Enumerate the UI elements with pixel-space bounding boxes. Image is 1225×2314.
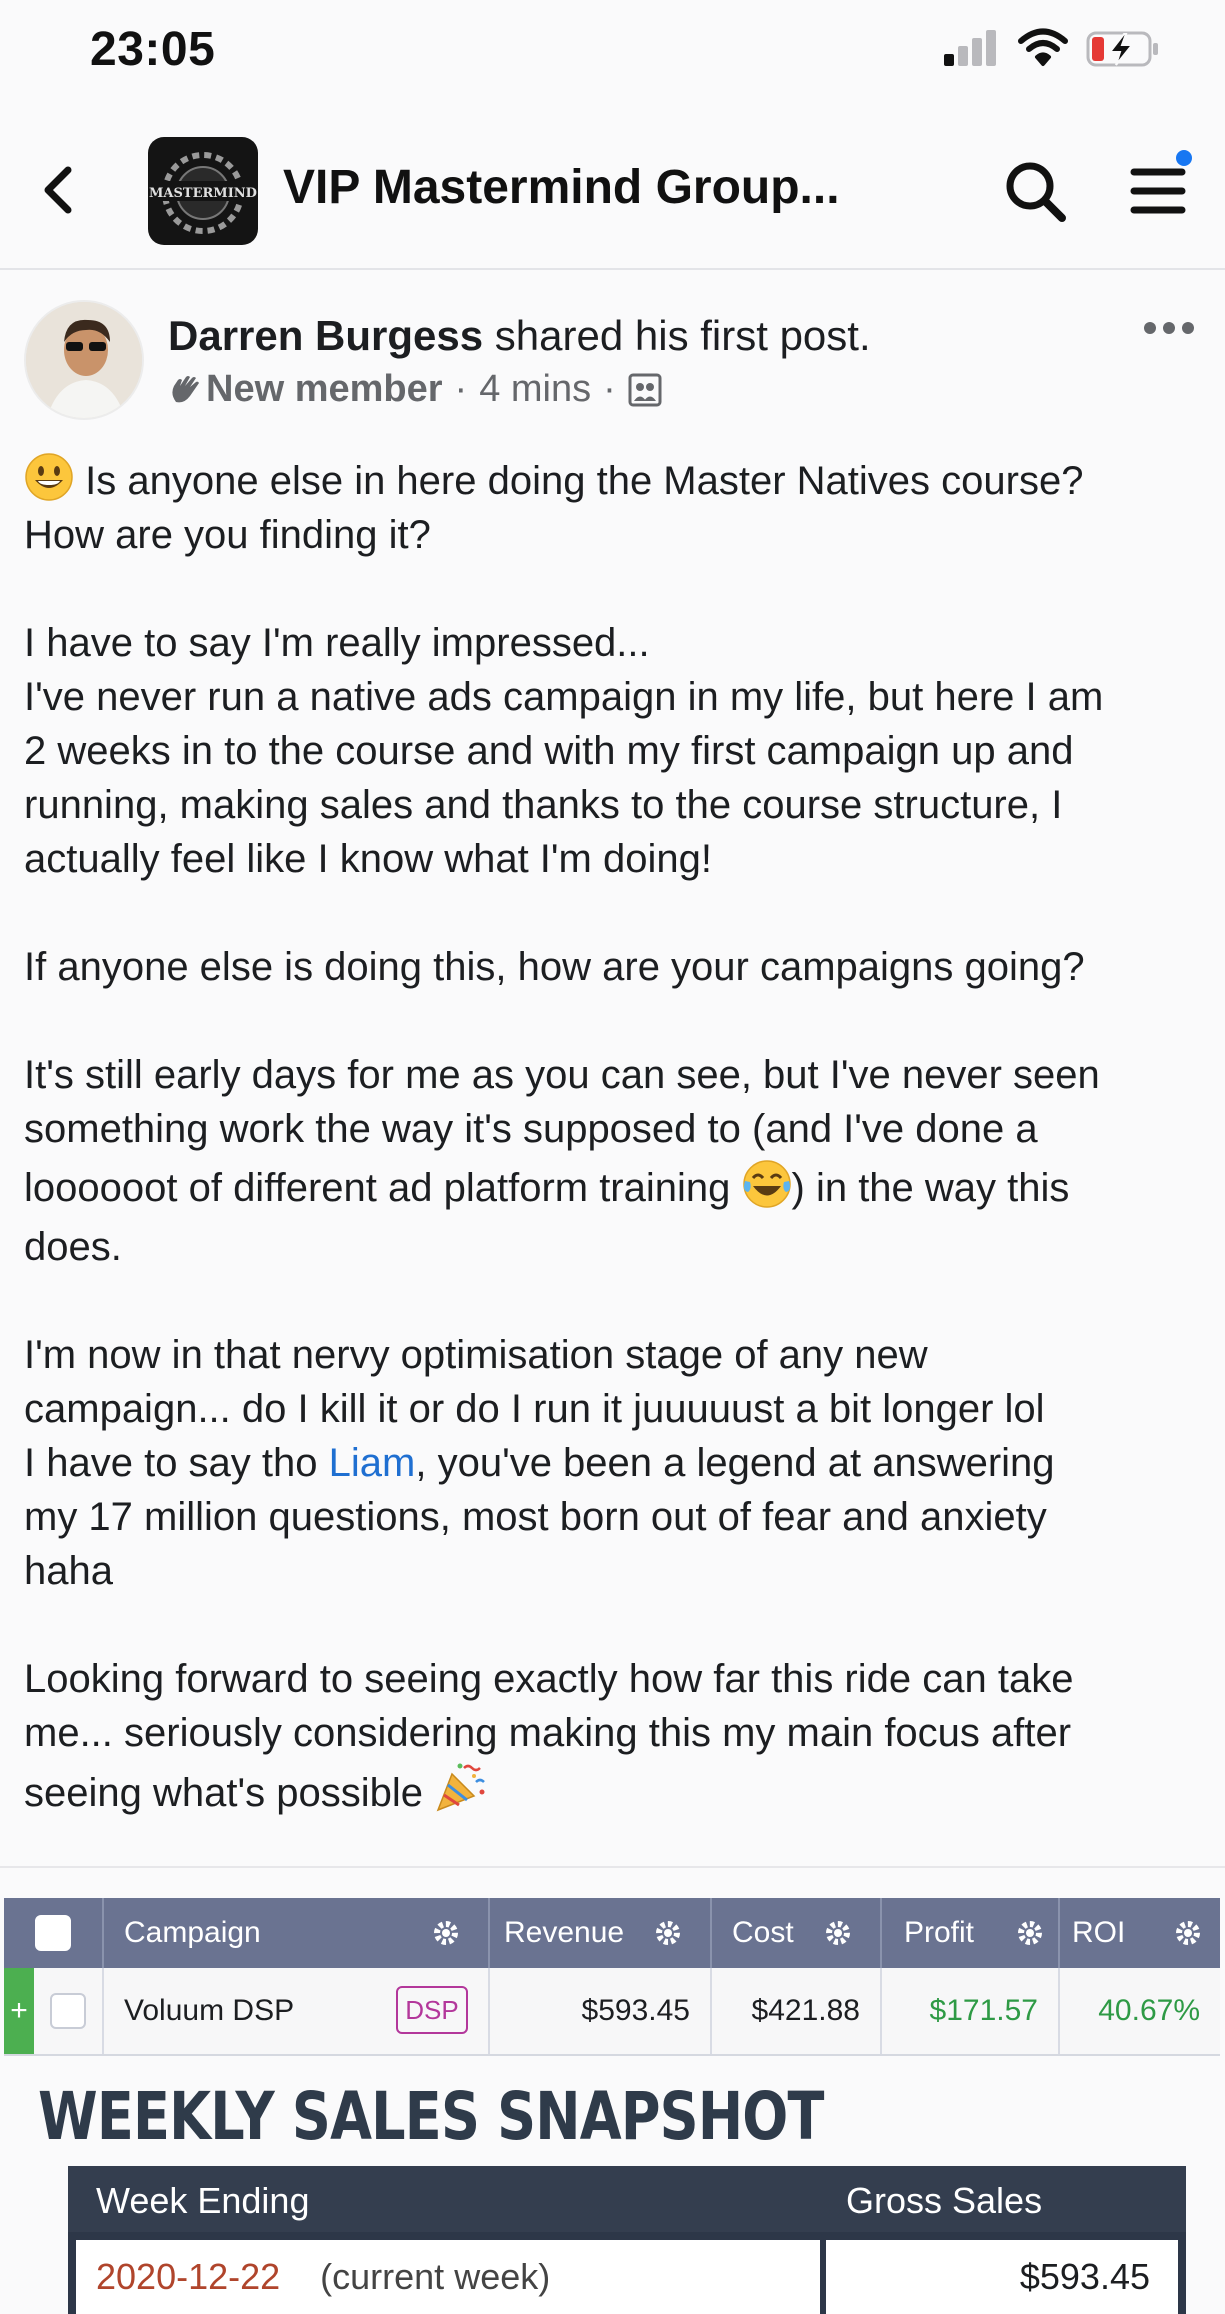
post-line <box>24 1436 1204 1490</box>
post-line-text: Is anyone else in here doing the Master Natives course? <box>85 459 1084 503</box>
group-title[interactable]: VIP Mastermind Group... <box>283 161 840 214</box>
post-line: 2 weeks in to the course and with my first campaign up and <box>24 729 1074 773</box>
post-line: actually feel like I know what I'm doing! <box>24 837 712 881</box>
post-line <box>24 1156 1204 1220</box>
post-line: haha <box>24 1549 113 1593</box>
dsp-tag: DSP <box>396 1986 468 2034</box>
table-row <box>4 1968 1220 2056</box>
notification-dot <box>1176 150 1192 166</box>
back-arrow-icon[interactable] <box>30 160 90 220</box>
gear-icon <box>824 1919 852 1947</box>
profit-value: $171.57 <box>929 1994 1038 2027</box>
post-line-text: loooooot of different ad platform training <box>24 1166 731 1210</box>
post-author-line <box>168 312 871 360</box>
post-line: does. <box>24 1225 122 1269</box>
select-all-checkbox <box>35 1915 71 1951</box>
post-meta <box>166 368 662 411</box>
post-line: I have to say I'm really impressed... <box>24 621 650 665</box>
laughing-tears-emoji-icon <box>742 1159 792 1209</box>
group-header <box>0 110 1225 270</box>
header-week-ending: Week Ending <box>96 2180 310 2221</box>
wave-hand-icon <box>166 372 202 408</box>
expand-row-plus: + <box>4 1968 34 2054</box>
wifi-icon <box>1018 28 1068 68</box>
post-line: me... seriously considering making this my main focus after <box>24 1711 1072 1755</box>
gear-icon <box>1174 1919 1202 1947</box>
author-name[interactable]: Darren Burgess <box>168 312 484 359</box>
mention-link[interactable]: Liam <box>328 1441 416 1485</box>
post-image-divider <box>0 1866 1225 1868</box>
post-time[interactable]: 4 mins <box>479 368 592 410</box>
party-popper-emoji-icon <box>434 1760 488 1814</box>
weekly-snapshot-title: WEEKLY SALES SNAPSHOT <box>38 2078 824 2155</box>
post-line: running, making sales and thanks to the course structure, I <box>24 783 1063 827</box>
header-label: Revenue <box>504 1916 625 1949</box>
header-label: Cost <box>732 1916 794 1949</box>
gross-sales-value: $593.45 <box>1019 2256 1150 2297</box>
group-logo[interactable] <box>148 137 258 245</box>
weekly-sales-table <box>68 2166 1186 2314</box>
header-label: Campaign <box>124 1916 261 1949</box>
post-line-text: I have to say tho <box>24 1441 329 1485</box>
header-label: ROI <box>1072 1916 1126 1949</box>
select-all-cell <box>4 1898 104 1968</box>
post-line <box>24 452 1204 508</box>
post-line-text: seeing what's possible <box>24 1771 423 1815</box>
post-line: Looking forward to seeing exactly how far this ride can take <box>24 1657 1074 1701</box>
menu-icon[interactable] <box>1128 158 1188 224</box>
member-badge: New member <box>206 368 443 410</box>
cell-week <box>76 2240 820 2314</box>
cell-roi <box>1060 1968 1220 2054</box>
weekly-header-row <box>68 2166 1186 2232</box>
post-line: I'm now in that nervy optimisation stage of any new <box>24 1333 928 1377</box>
post-body <box>24 452 1204 1825</box>
meta-separator: · <box>454 368 468 410</box>
post-line: How are you finding it? <box>24 513 431 557</box>
roi-value: 40.67% <box>1098 1994 1200 2027</box>
cell-cost <box>712 1968 882 2054</box>
post-line: I've never run a native ads campaign in my life, but here I am <box>24 675 1104 719</box>
revenue-value: $593.45 <box>581 1994 690 2027</box>
cellular-signal-icon <box>944 30 998 66</box>
gear-icon <box>1016 1919 1044 1947</box>
campaign-name: Voluum DSP <box>124 1994 295 2027</box>
week-date: 2020-12-22 <box>96 2256 281 2297</box>
week-note: (current week) <box>320 2256 551 2297</box>
header-label: Profit <box>904 1916 975 1949</box>
campaign-table <box>4 1898 1220 2056</box>
meta-separator: · <box>603 368 616 410</box>
more-options-icon[interactable] <box>1142 318 1196 338</box>
search-icon[interactable] <box>1000 156 1072 228</box>
row-select-cell <box>34 1968 104 2054</box>
logo-text: MASTERMIND <box>149 186 257 201</box>
post-line <box>24 1760 1204 1825</box>
row-checkbox <box>50 1993 86 2029</box>
gear-icon <box>654 1919 682 1947</box>
header-gross-sales: Gross Sales <box>846 2180 1043 2221</box>
post-line: campaign... do I kill it or do I run it juuuuust a bit longer lol <box>24 1387 1045 1431</box>
post-line-text: ) in the way this <box>791 1166 1070 1210</box>
smiley-emoji-icon <box>24 452 74 502</box>
post-line: It's still early days for me as you can see, but I've never seen <box>24 1053 1100 1097</box>
author-action: shared his first post. <box>494 312 871 359</box>
post-line: my 17 million questions, most born out of fear and anxiety <box>24 1495 1047 1539</box>
cell-profit <box>882 1968 1060 2054</box>
table-header-row <box>4 1898 1220 1968</box>
group-members-icon <box>628 373 662 407</box>
status-time: 23:05 <box>90 23 216 76</box>
post-line: If anyone else is doing this, how are your campaigns going? <box>24 945 1085 989</box>
battery-charging-icon <box>1086 30 1162 68</box>
gear-icon <box>432 1919 460 1947</box>
cell-gross <box>826 2240 1178 2314</box>
status-bar <box>0 0 1225 100</box>
cost-value: $421.88 <box>751 1994 860 2027</box>
cell-revenue <box>490 1968 712 2054</box>
header-cost <box>712 1898 882 1968</box>
avatar[interactable] <box>24 300 144 420</box>
post-line-text: , you've been a legend at answering <box>415 1441 1055 1485</box>
table-row <box>68 2232 1186 2314</box>
post-line: something work the way it's supposed to (and I've done a <box>24 1107 1038 1151</box>
